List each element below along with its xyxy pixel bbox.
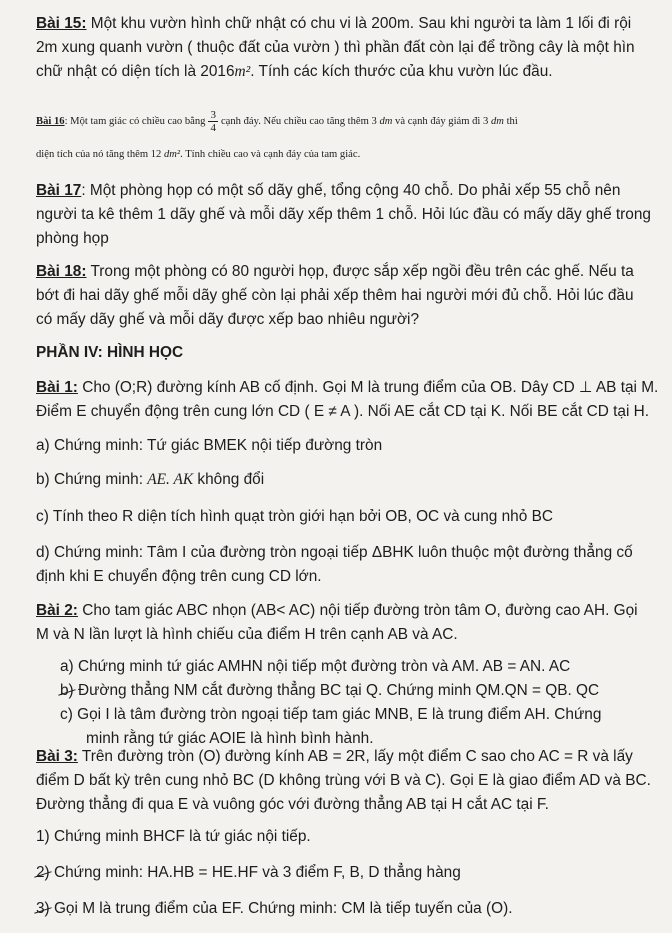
geometry-1-part-d: d) Chứng minh: Tâm I của đường tròn ngoại tiếp ΔBHK luôn thuộc một đường thẳng cố: [36, 544, 633, 561]
geometry-2-part-a: a) Chứng minh tứ giác AMHN nội tiếp một đường tròn và AM. AB = AN. AC: [60, 658, 571, 675]
geometry-exercise-1-label: Bài 1:: [36, 379, 78, 396]
exercise-16-line-1: Bài 16: Một tam giác có chiều cao bằng $\frac{3}{4}$ cạnh đáy. Nếu chiều cao tăng thêm 3 dm và cạnh đáy giảm đi 3 dm thì: [36, 109, 518, 135]
geometry-exercise-2-label: Bài 2:: [36, 602, 78, 619]
section-heading: PHẦN IV: HÌNH HỌC: [36, 344, 184, 361]
exercise-18-label: Bài 18:: [36, 263, 87, 280]
exercise-18: Bài 18: Trong một phòng có 80 người họp, được sắp xếp ngồi đều trên các ghế. Nếu ta bớt đi hai dãy ghế mỗi dãy ghế còn lại phải xếp thêm hai người mới đủ chỗ. Hỏi lúc đầu có mấy dãy ghế và mỗi dãy được xếp bao nhiêu người?: [36, 263, 634, 328]
geometry-1-part-a: a) Chứng minh: Tứ giác BMEK nội tiếp đường tròn: [36, 437, 383, 454]
geometry-3-item-2: 2) Chứng minh: HA.HB = HE.HF và 3 điểm F, B, D thẳng hàng: [36, 861, 658, 885]
geometry-exercise-1: Bài 1: Cho (O;R) đường kính AB cố định. Gọi M là trung điểm của OB. Dây CD ⊥ AB tại M. Điểm E chuyển động trên cung lớn CD ( E ≠ A ). Nối AE cắt CD tại K. Nối BE cắt CD tại H. a) Chứng minh: Tứ giác BMEK nội tiếp đường tròn b) Chứng minh: AE. AK không đổi c) Tính theo R diện tích hình quạt tròn giới hạn bởi OB, OC và cung nhỏ BC d) Chứng minh: Tâm I của đường tròn ngoại tiếp ΔBHK luôn thuộc một đường thẳng cố định khi E chuyển động trên cung CD lớn.: [36, 379, 659, 585]
exercise-15-line-3: chữ nhật có diện tích là 2016m². Tính các kích thước của khu vườn lúc đầu.: [36, 63, 553, 80]
geometry-1-part-c: c) Tính theo R diện tích hình quạt tròn giới hạn bởi OB, OC và cung nhỏ BC: [36, 508, 553, 525]
geometry-2-part-c: c) Gọi I là tâm đường tròn ngoại tiếp tam giác MNB, E là trung điểm AH. Chứng: [60, 706, 602, 723]
exercise-15-label: Bài 15:: [36, 15, 87, 32]
geometry-3-item-1: 1) Chứng minh BHCF là tứ giác nội tiếp.: [36, 828, 311, 845]
exercise-17-label: Bài 17: [36, 182, 82, 199]
exercise-16-line-2: diện tích của nó tăng thêm 12 dm². Tính chiều cao và cạnh đáy của tam giác.: [36, 149, 361, 160]
exercise-15-line-2: 2m xung quanh vườn ( thuộc đất của vườn ) thì phần đất còn lại để trồng cây là một hìn: [36, 39, 635, 56]
geometry-exercise-2: Bài 2: Cho tam giác ABC nhọn (AB< AC) nội tiếp đường tròn tâm O, đường cao AH. Gọi M và N lần lượt là hình chiếu của điểm H trên cạnh AB và AC. a) Chứng minh tứ giác AMHN nội tiếp một đường tròn và AM. AB = AN. AC b) Đường thẳng NM cắt đường thẳng BC tại Q. Chứng minh QM.QN = QB. QC c) Gọi I là tâm đường tròn ngoại tiếp tam giác MNB, E là trung điểm AH. Chứng minh rằng tứ giác AOIE là hình bình hành.: [36, 599, 658, 751]
geometry-2-part-b: b) Đường thẳng NM cắt đường thẳng BC tại Q. Chứng minh QM.QN = QB. QC: [36, 679, 658, 703]
exercise-16: [36, 104, 658, 164]
exercise-15-line-1: Bài 15: Một khu vườn hình chữ nhật có chu vi là 200m. Sau khi người ta làm 1 lối đi rội: [36, 15, 632, 32]
geometry-1-part-b: b) Chứng minh: AE. AK không đổi: [36, 471, 265, 488]
geometry-exercise-3: Bài 3: Trên đường tròn (O) đường kính AB = 2R, lấy một điểm C sao cho AC = R và lấy điểm D bất kỳ trên cung nhỏ BC (D không trùng với B và C). Gọi E là giao điểm AD và BC. Đường thẳng đi qua E và vuông góc với đường thẳng AB tại H cắt AC tại F.: [36, 748, 651, 813]
geometry-3-item-3: 3) Gọi M là trung điểm của EF. Chứng minh: CM là tiếp tuyến của (O).: [36, 897, 658, 921]
fraction-three-quarters: $\frac{3}{4}$: [210, 109, 216, 135]
exercise-15: [36, 12, 658, 84]
exercise-17: Bài 17: Một phòng họp có một số dãy ghế, tổng cộng 40 chỗ. Do phải xếp 55 chỗ nên người ta kê thêm 1 dãy ghế và mỗi dãy xếp thêm 1 chỗ. Hỏi lúc đầu có mấy dãy ghế trong phòng họp: [36, 182, 651, 247]
exercise-16-label: Bài 16: [36, 116, 65, 127]
geometry-exercise-3-label: Bài 3:: [36, 748, 78, 765]
